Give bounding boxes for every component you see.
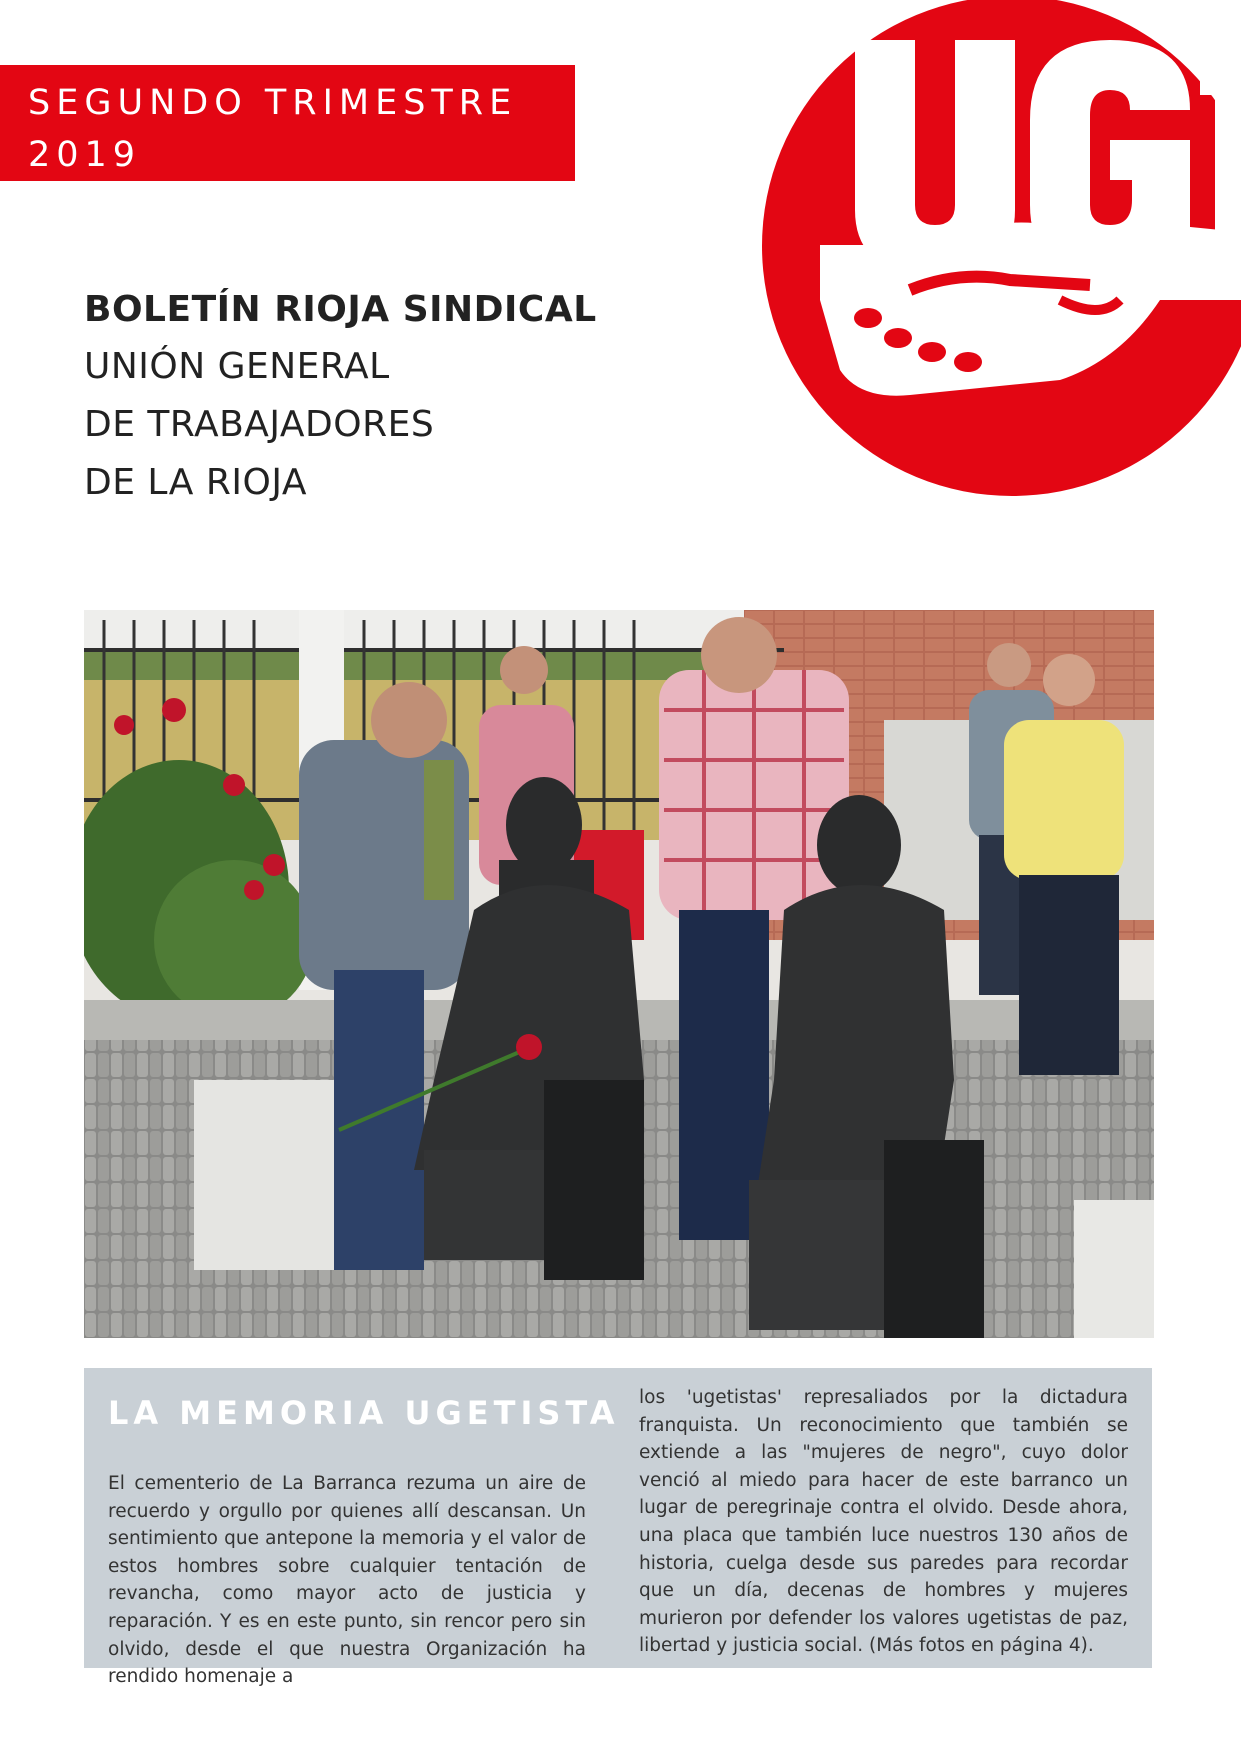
period-banner <box>0 65 575 181</box>
logo-text: UGT <box>760 0 763 1</box>
cover-photo <box>84 610 1154 1338</box>
title-line-4: DE LA RIOJA <box>84 462 307 503</box>
article-heading: LA MEMORIA UGETISTA <box>108 1394 620 1432</box>
banner-line-2: 2019 <box>28 135 142 175</box>
bulletin-title <box>84 282 597 512</box>
banner-line-1: SEGUNDO TRIMESTRE <box>28 83 518 123</box>
title-line-3: DE TRABAJADORES <box>84 404 435 445</box>
ugt-logo <box>760 0 1241 500</box>
title-line-1: BOLETÍN RIOJA SINDICAL <box>84 289 597 330</box>
article-memoria-ugetista <box>84 1368 1152 1688</box>
article-column-2: los 'ugetistas' represaliados por la dictadura franquista. Un reconocimiento que también se extiende a las "mujeres de negro", cuyo dolor venció al miedo para hacer de este barranco un lugar de peregrinaje contra el olvido. Desde ahora, una placa que también luce nuestros 130 años de historia, cuelga desde sus paredes para recordar que un día, decenas de hombres y mujeres murieron por defender los valores ugetistas de paz, libertad y justicia social. (Más fotos en página 4). <box>639 1387 1128 1657</box>
title-line-2: UNIÓN GENERAL <box>84 346 390 387</box>
article-column-1: El cementerio de La Barranca rezuma un aire de recuerdo y orgullo por quienes allí descansan. Un sentimiento que antepone la memoria y el valor de estos hombres sobre cualquier tentación de revancha, como mayor acto de justicia y reparación. Y es en este punto, sin rencor pero sin olvido, desde el que nuestra Organización ha rendido homenaje a <box>108 1473 586 1688</box>
